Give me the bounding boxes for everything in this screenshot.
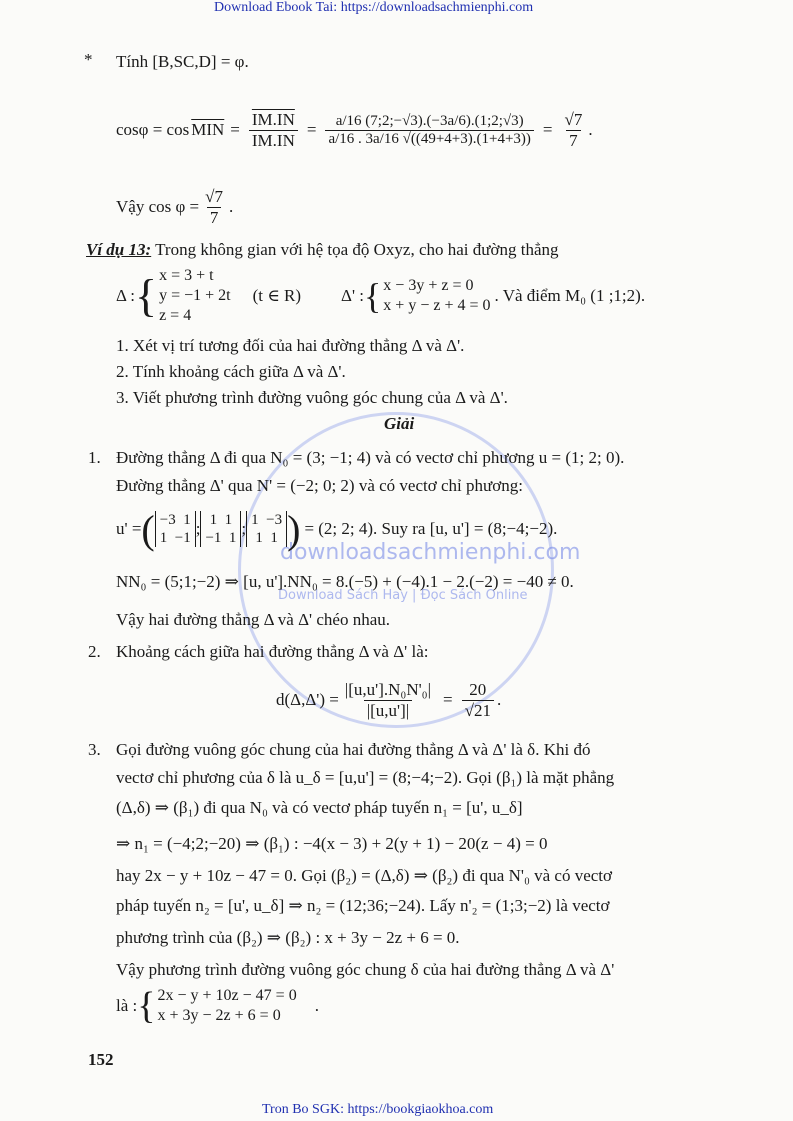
vector-denominator: IM.IN [249,130,298,151]
part-1-line-1: Đường thẳng Δ đi qua N₀ = (3; −1; 4) và có vectơ chỉ phương u = (1; 2; 0). [116,448,625,467]
final-eq-2: x + 3y − 2z + 6 = 0 [157,1007,281,1024]
result-numerator: √7 [564,109,583,129]
delta2-eq-2: x + y − z + 4 = 0 [383,297,491,314]
distance-lhs: d(Δ,Δ') = [276,690,339,709]
phi-heading: Tính [B,SC,D] = φ. [116,52,249,71]
part-3-line-6: pháp tuyến n₂ = [u', u_δ] ⇒ n₂ = (12;36;−24). Lấy n'₂ = (1;3;−2) là vectơ [116,896,610,915]
vector-numerator: IM.IN [251,109,295,129]
part-2-number: 2. [88,642,101,661]
example-intro: Trong không gian với hệ tọa độ Oxyz, cho hai đường thẳng [155,240,559,259]
delta-eq-x: x = 3 + t [159,267,214,284]
example-heading [86,240,559,260]
part-1-line-4: NN₀ = (5;1;−2) ⇒ [u, u'].NN₀ = 8.(−5) + (−4).1 − 2.(−2) = −40 ≠ 0. [116,572,574,591]
conclusion-numerator: √7 [205,186,223,206]
result-denominator: 7 [566,130,581,151]
big-fraction [325,113,533,148]
distance-result [462,680,494,721]
distance-result-denominator: √21 [462,700,494,721]
conclusion-fraction [202,187,226,228]
part-3-line-3: (Δ,δ) ⇒ (β₁) đi qua N₀ và có vectơ pháp tuyến n₁ = [u', u_δ] [116,798,523,817]
part-3-line-5: hay 2x − y + 10z − 47 = 0. Gọi (β₂) = (Δ,δ) ⇒ (β₂) đi qua N'₀ và có vectơ [116,866,613,885]
big-numerator: a/16 (7;2;−√3).(−3a/6).(1;2;√3) [335,112,524,129]
part-3-line-2: vectơ chỉ phương của δ là u_δ = [u,u'] = (8;−4;−2). Gọi (β₁) là mặt phẳng [116,768,615,787]
final-suffix: . [314,996,319,1015]
task-3: 3. Viết phương trình đường vuông góc chung của Δ và Δ'. [116,388,508,407]
cos-angle: $\overline{MIN}$ [191,120,225,139]
det-1: −3 1 1 −1 [155,511,196,547]
part-3-line-8: Vậy phương trình đường vuông góc chung δ của hai đường thẳng Δ và Δ' [116,960,615,979]
delta2-label: Δ' : [341,286,365,305]
delta-param: (t ∈ R) [252,286,302,305]
bullet: * [84,50,93,69]
part-3-line-7: phương trình của (β₂) ⇒ (β₂) : x + 3y − 2z + 6 = 0. [116,928,460,947]
delta-eq-y: y = −1 + 2t [159,287,231,304]
vector-fraction [249,110,298,151]
distance-numerator: |[u,u'].N₀N'₀| [344,679,432,699]
task-2: 2. Tính khoảng cách giữa Δ và Δ'. [116,362,346,381]
conclusion-text: Vậy cos φ = [116,197,200,216]
solution-title: Giải [384,414,415,433]
big-denominator: a/16 . 3a/16 √((49+4+3).(1+4+3)) [325,130,533,148]
watermark-title: downloadsachmienphi.com [280,540,581,565]
final-eq-1: 2x − y + 10z − 47 = 0 [157,987,297,1004]
part-2-line-1: Khoảng cách giữa hai đường thẳng Δ và Δ' là: [116,642,429,661]
page-number: 152 [88,1050,114,1069]
result-fraction [562,110,586,151]
uprime-lhs: u' = [116,519,142,538]
phi-conclusion: Vậy cos φ = $\frac{√7}{7}$ . [116,186,234,227]
cos-lhs: cosφ = cos [116,120,190,139]
part-3-line-4: ⇒ n₁ = (−4;2;−20) ⇒ (β₁) : −4(x − 3) + 2(y + 1) − 20(z − 4) = 0 [116,834,548,853]
part-3-number: 3. [88,740,101,759]
line-definitions [116,266,645,326]
delta2-eq-1: x − 3y + z = 0 [383,277,474,294]
uprime-rhs: = (2; 2; 4). Suy ra [u, u'] = (8;−4;−2). [304,519,558,538]
footer-link[interactable]: Tron Bo SGK: https://bookgiaokhoa.com [262,1102,494,1117]
header-download-link[interactable]: Download Ebook Tai: https://downloadsachmienphi.com [214,0,534,15]
distance-formula: d(Δ,Δ') = $\frac{\text{|[u,u'].N₀N'₀|}}{|[u,u']|}$ = $\frac{20}{√21}$ . [276,679,502,720]
final-system: là : { 2x − y + 10z − 47 = 0 x + 3y − 2z + 6 = 0 . [116,985,319,1027]
conclusion-denominator: 7 [207,207,222,228]
uprime-formula: u' = ( −3 1 1 −1 ; 1 1 −1 1 ; 1 −3 1 1 ) = (2; 2; 4). Suy ra [u, u'] = (8;−4;−2). [116,506,558,552]
task-1: 1. Xét vị trí tương đối của hai đường thẳng Δ và Δ'. [116,336,465,355]
part-1-line-2: Đường thẳng Δ' qua N' = (−2; 0; 2) và có vectơ chỉ phương: [116,476,523,495]
det-2: 1 1 −1 1 [200,511,241,547]
delta-label: Δ : [116,286,135,305]
point-text: . Và điểm M₀ (1 ;1;2). [494,286,646,305]
delta2-system: { x − 3y + z = 0 x + y − z + 4 = 0 [364,276,491,316]
det-3: 1 −3 1 1 [246,511,287,547]
final-prefix: là : [116,996,138,1015]
distance-denominator: |[u,u']| [364,700,412,721]
distance-fraction [342,680,434,721]
delta-eq-z: z = 4 [159,307,192,324]
part-1-number: 1. [88,448,101,467]
cos-formula: cosφ = cos $\overline{MIN}$ = $\frac{IM.IN}{IM.IN}$ = $\frac{a/16 (7;2;-√3).(-3a/6).(1;2;√3)}{a/16 . 3a/16 √((49+4+3).(1+4+3))}$ = $\frac{√7}{7}$ . [116,109,593,150]
watermark-subtitle: Download Sách Hay | Đọc Sách Online [278,588,528,603]
distance-result-numerator: 20 [469,679,487,699]
delta-system: { x = 3 + t y = −1 + 2t z = 4 [134,267,231,324]
part-1-conclusion: Vậy hai đường thẳng Δ và Δ' chéo nhau. [116,610,390,629]
part-3-line-1: Gọi đường vuông góc chung của hai đường thẳng Δ và Δ' là δ. Khi đó [116,740,591,759]
example-label: Ví dụ 13: [86,240,152,259]
